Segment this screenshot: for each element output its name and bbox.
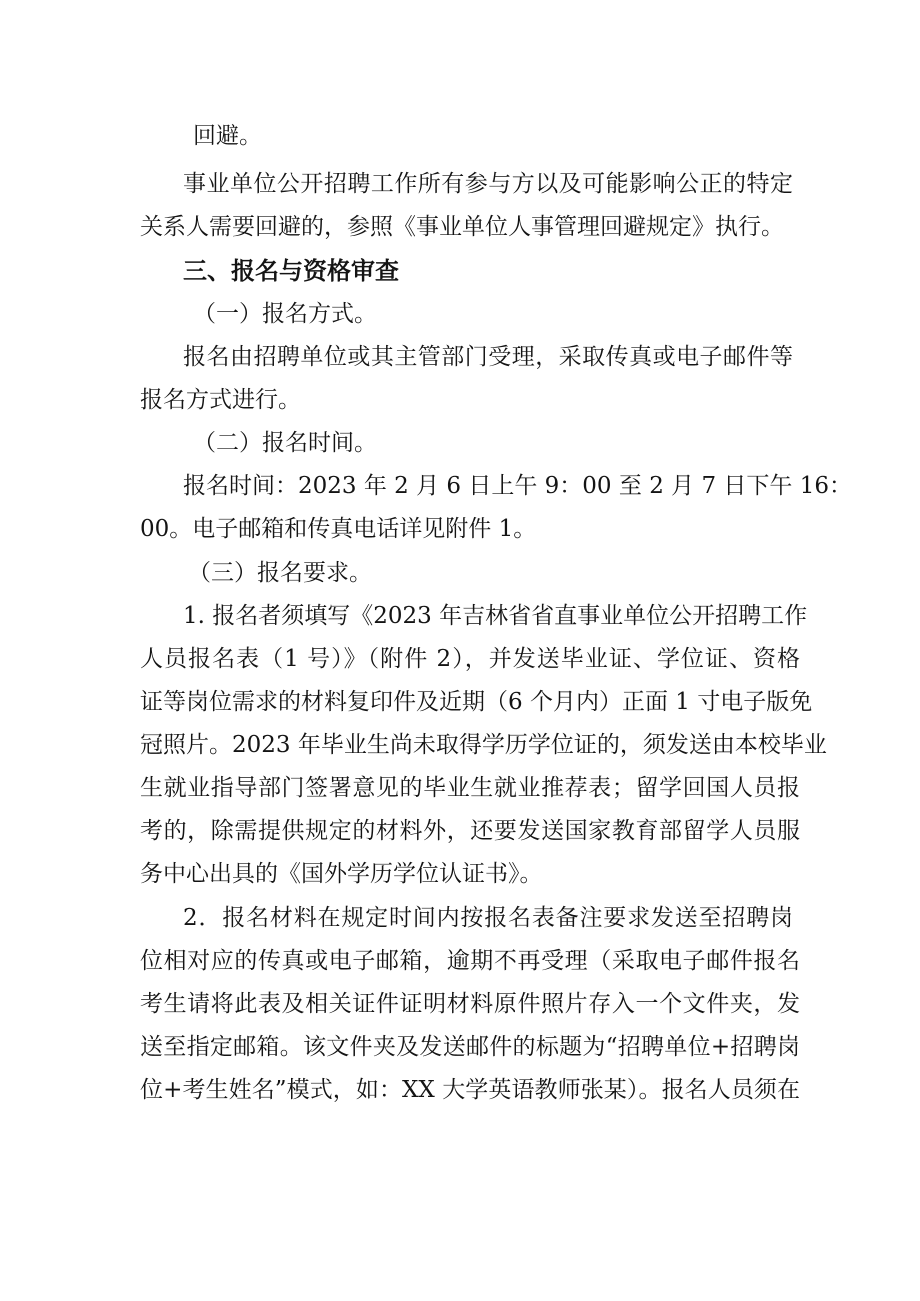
subsection-heading: （三）报名要求。: [188, 560, 372, 586]
paragraph-line: 考生请将此表及相关证件证明材料原件照片存入一个文件夹，发: [140, 991, 800, 1017]
paragraph-line: 证等岗位需求的材料复印件及近期（6 个月内）正面 1 寸电子版免: [140, 689, 813, 715]
paragraph-line: 1. 报名者须填写《2023 年吉林省省直事业单位公开招聘工作: [183, 603, 808, 629]
subsection-heading: （二）报名时间。: [193, 430, 377, 456]
paragraph-line: 人员报名表（1 号）》（附件 2），并发送毕业证、学位证、资格: [140, 646, 800, 672]
paragraph-line: 冠照片。2023 年毕业生尚未取得学历学位证的，须发送由本校毕业: [140, 732, 827, 758]
paragraph-line: 00。电子邮箱和传真电话详见附件 1。: [140, 516, 537, 542]
paragraph-line: 回避。: [193, 123, 262, 149]
paragraph-line: 报名由招聘单位或其主管部门受理，采取传真或电子邮件等: [183, 344, 793, 370]
paragraph-line: 报名方式进行。: [140, 387, 301, 413]
paragraph-line: 报名时间：2023 年 2 月 6 日上午 9：00 至 2 月 7 日下午 16：: [183, 473, 852, 499]
paragraph-line: 关系人需要回避的，参照《事业单位人事管理回避规定》执行。: [140, 214, 784, 240]
paragraph-line: 考的，除需提供规定的材料外，还要发送国家教育部留学人员服: [140, 818, 800, 844]
paragraph-line: 位+考生姓名”模式，如：XX 大学英语教师张某）。报名人员须在: [140, 1077, 800, 1103]
paragraph-line: 位相对应的传真或电子邮箱，逾期不再受理（采取电子邮件报名: [140, 948, 800, 974]
section-heading: 三、报名与资格审查: [183, 257, 399, 285]
paragraph-line: 事业单位公开招聘工作所有参与方以及可能影响公正的特定: [183, 171, 793, 197]
paragraph-line: 2．报名材料在规定时间内按报名表备注要求发送至招聘岗: [183, 905, 793, 931]
subsection-heading: （一）报名方式。: [193, 301, 377, 327]
paragraph-line: 务中心出具的《国外学历学位认证书》。: [140, 861, 543, 887]
paragraph-line: 送至指定邮箱。该文件夹及发送邮件的标题为“招聘单位+招聘岗: [140, 1034, 800, 1060]
paragraph-line: 生就业指导部门签署意见的毕业生就业推荐表；留学回国人员报: [140, 775, 800, 801]
